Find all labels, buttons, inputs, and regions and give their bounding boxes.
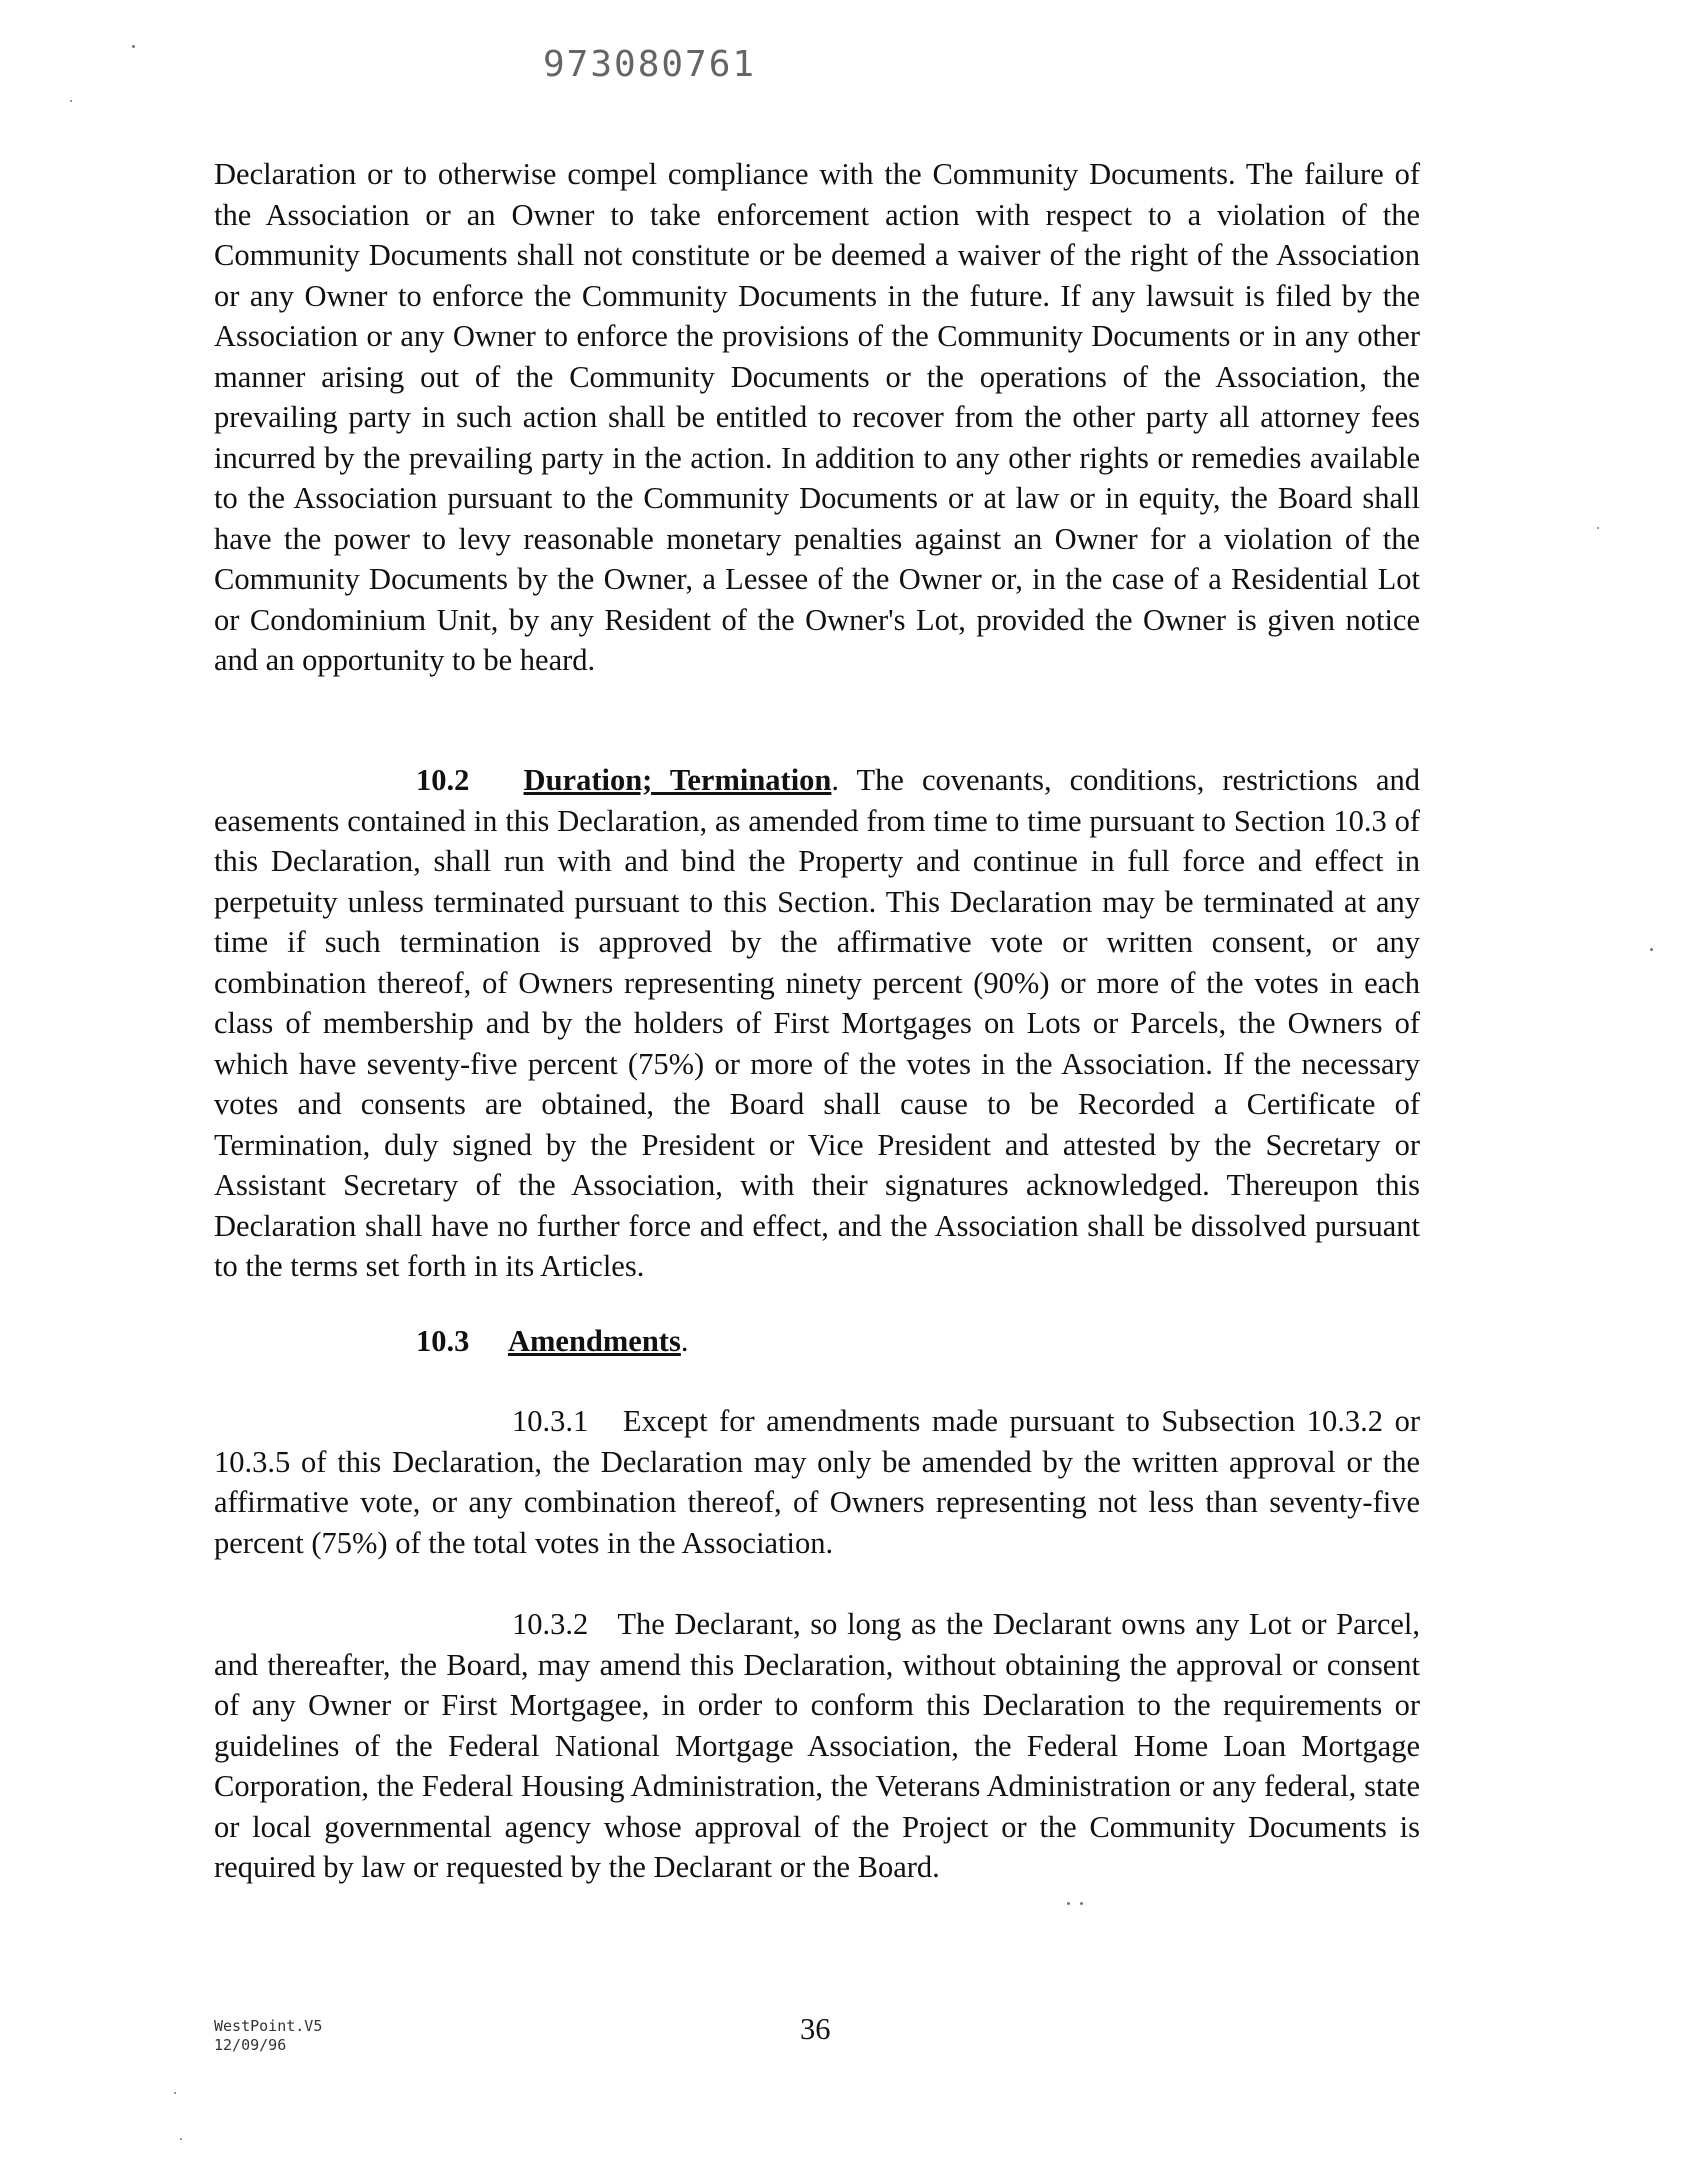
paragraph-enforcement: Declaration or to otherwise compel compliance with the Community Documents. The failure of the Association or an Owner to take enforcement action with respect to a violation of the Community Documents shall not constitute or be deemed a waiver of the right of the Association or any Owner to enforce the Community Documents in the future. If any lawsuit is filed by the Association or any Owner to enforce the provisions of the Community Documents or in any other manner arising out of the Community Documents or the operations of the Association, the prevailing party in such action shall be entitled to recover from the other party all attorney fees incurred by the prevailing party in the action. In addition to any other rights or remedies available to the Association pursuant to the Community Documents or at law or in equity, the Board shall have the power to levy reasonable monetary penalties against an Owner for a violation of the Community Documents by the Owner, a Lessee of the Owner or, in the case of a Residential Lot or Condominium Unit, by any Resident of the Owner's Lot, provided the Owner is given notice and an opportunity to be heard. [214,157,1420,677]
scan-speck [1080,1902,1083,1905]
subsection-body: Except for amendments made pursuant to Subsection 10.3.2 or 10.3.5 of this Declaration, the Declaration may only be amended by the written approval or the affirmative vote, or any combination thereof, of Owners representing not less than seventy-five percent (75%) of the total votes in the Association. [214,1404,1421,1560]
scan-speck [1067,1902,1070,1905]
subsection-10-3-2 [214,1604,1420,1888]
subsection-number: 10.3.2 [512,1607,589,1641]
footer-date: 12/09/96 [214,2036,287,2054]
page-number: 36 [800,2012,831,2046]
scan-speck [1650,948,1653,951]
section-number: 10.2 [416,763,470,797]
scan-speck [1597,527,1599,529]
subsection-body: The Declarant, so long as the Declarant owns any Lot or Parcel, and thereafter, the Board, may amend this Declaration, without obtaining the approval or consent of any Owner or First Mortgagee, in order to conform this Declaration to the requirements or guidelines of the Federal National Mortgage Association, the Federal Home Loan Mortgage Corporation, the Federal Housing Administration, the Veterans Administration or any federal, state or local governmental agency whose approval of the Project or the Community Documents is required by law or requested by the Declarant or the Board. [214,1607,1421,1884]
section-number: 10.3 [416,1324,470,1358]
section-10-2 [214,760,1420,1287]
scan-speck [180,2138,182,2140]
section-10-3-heading [416,1321,688,1362]
scan-speck [174,2092,176,2094]
subsection-number: 10.3.1 [512,1404,589,1438]
section-title: Duration; Termination [523,763,832,797]
subsection-10-3-1 [214,1401,1420,1563]
section-body: . The covenants, conditions, restrictions and easements contained in this Declaration, as amended from time to time pursuant to Section 10.3 of this Declaration, shall run with and bind the Property and continue in full force and effect in perpetuity unless terminated pursuant to this Section. This Declaration may be terminated at any time if such termination is approved by the affirmative vote or written consent, or any combination thereof, of Owners representing ninety percent (90%) or more of the votes in each class of membership and by the holders of First Mortgages on Lots or Parcels, the Owners of which have seventy-five percent (75%) or more of the votes in the Association. If the necessary votes and consents are obtained, the Board shall cause to be Recorded a Certificate of Termination, duly signed by the President or Vice President and attested by the Secretary or Assistant Secretary of the Association, with their signatures acknowledged. Thereupon this Declaration shall have no further force and effect, and the Association shall be dissolved pursuant to the terms set forth in its Articles. [214,763,1421,1283]
document-stamp-number: 973080761 [543,44,757,85]
section-title-suffix: . [680,1324,689,1358]
scan-speck [132,45,135,48]
section-title: Amendments [508,1324,681,1358]
footer-file-info [214,2017,322,2055]
scan-speck [70,100,72,102]
footer-file-name: WestPoint.V5 [214,2017,323,2035]
